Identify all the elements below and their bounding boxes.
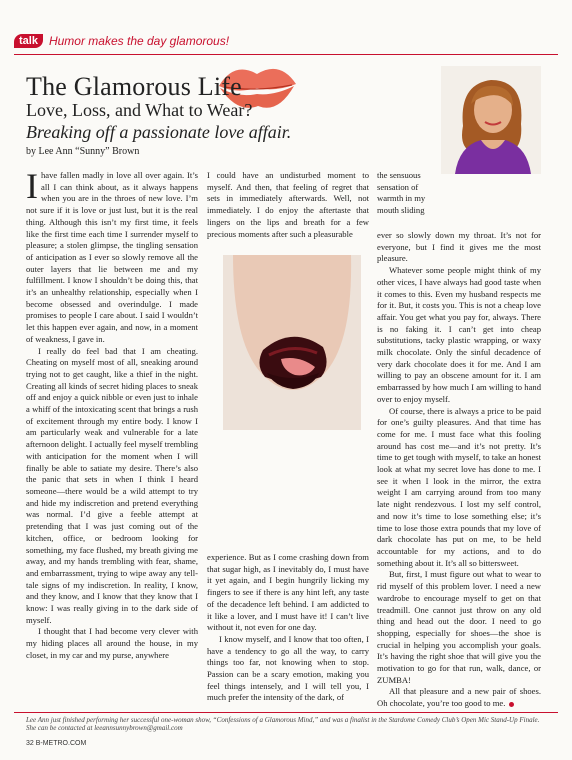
paragraph: ever so slowly down my throat. It’s not for everyone, but I find it gives me the most pleasure. xyxy=(377,230,541,264)
section-header xyxy=(14,34,229,48)
column-2-bottom xyxy=(207,552,369,704)
paragraph: I thought that I had become very clever with my hiding places all around the house, in my closet, in my car and my purse, anywhere xyxy=(26,626,198,660)
section-tagline: Humor makes the day glamorous! xyxy=(48,34,230,48)
article-deck: Breaking off a passionate love affair. xyxy=(26,122,292,142)
paragraph: the sensuous sensation of warmth in my mouth sliding xyxy=(377,170,426,216)
column-1 xyxy=(26,166,198,708)
article-title: The Glamorous Life xyxy=(26,72,242,101)
drop-cap: I xyxy=(26,166,38,206)
paragraph: All that pleasure and a new pair of shoes. Oh chocolate, you’re too good to me. xyxy=(377,686,541,709)
author-footnote: Lee Ann just finished performing her successful one-woman show, “Confessions of a Glamorous Mind,” and was a finalist in the Stardome Comedy Club’s Open Mic Stand-Up Finale. She can be contacted at leeannsunnybrown@gmail.com xyxy=(26,716,540,732)
column-2-top xyxy=(207,170,369,240)
paragraph: I know myself, and I know that too often, I have a tendency to go all the way, to carry things too far, not knowing when to stop. Passion can be a scary emotion, making you feel things intensely, and I will tell you, I much prefer the intensity of the dark, of xyxy=(207,633,369,703)
page-folio: 32 B-METRO.COM xyxy=(26,740,87,747)
paragraph: Of course, there is always a price to be paid for one’s guilty pleasures. And that time has come for me. I must face what this fooling around has cost me—and it’s not pretty. It’s time to get tough with myself, to take an honest look at what my secret love has done to me. I see it when I look in the mirror, the extra weight I am carrying around from too many late night rendezvous. I lost my self control, and now it’s time to lose something else; it’s time to lose those extra pounds that my love of dark chocolate has put on me, to be held accountable for my actions, and to do something about it. It’s all so bittersweet. xyxy=(377,405,541,568)
paragraph: Whatever some people might think of my other vices, I have always had good taste when it comes to this. Even my husband respects me for it. But, it costs you. This is not a cheap love affair. You get what you pay for, always. There is no faking it. I can’t get into cheap substitutions, tacky plastic wrapping, or waxy milk chocolate. Only the sinful decadence of very dark chocolate does it for me. And I am willing to pay an obscene amount for it. I am embarrassed by how much I am willing to hand over to enjoy myself. xyxy=(377,265,541,404)
column-3 xyxy=(377,230,541,710)
author-photo xyxy=(441,66,541,174)
paragraph: But, first, I must figure out what to wear to rid myself of this problem lover. I need a new wardrobe to encourage myself to get on that treadmill. One cannot just throw on any old thing and head out the door. I need to go shopping, especially for shoes—the shoe is crucial in helping you accomplish your goals. It’s having the right shoe that will give you the motivation to go for that run, walk, dance, or ZUMBA! xyxy=(377,569,541,685)
lips-photo xyxy=(223,255,361,430)
footer-rule xyxy=(14,712,558,713)
paragraph: have fallen madly in love all over again. It’s all I can think about, as it always happens when you are in the throes of new love. I’m not sure if it is love or just lust, but it is the real thing. Although this isn’t my first time, it feels like the first time each time I surrender myself to pleasure; a stolen glimpse, the tingling sensation of anticipation as I ever so slowly remove all the outer layers that lie between me and my fulfillment. I know I shouldn’t be doing this, that it’s an unhealthy relationship, especially when I become obsessed and overindulge. I made promises to people I care about. I said I wouldn’t let this happen ever again, and now, in a moment of weakness, I gave in. xyxy=(26,170,198,344)
byline: by Lee Ann “Sunny” Brown xyxy=(26,146,140,157)
paragraph: experience. But as I come crashing down from that sugar high, as I inevitably do, I must have it yet again, and I begin hungrily licking my fingers to see if there is any hint left, any taste of the decadence left behind. I am addicted to it like a lover, and I must have it! I can’t live without it, not even for one day. xyxy=(207,552,369,633)
paragraph: I really do feel bad that I am cheating. Cheating on myself most of all, sneaking around trying not to get caught, like a thief in the night. Creating all kinds of secret hiding places to sneak off and enjoy a quick nibble or even just to inhale a whiff of the intoxicating scent that brings a rush of excitement through my entire body. I know I am particularly weak and vulnerable for a late afternoon delight. I actually feel myself trembling with anticipation for the moment when I will finally be able to satiate my desire. There’s also the panic that sets in when I think I heard someone—there would be a wild attempt to try and hide my indiscretion and pretend everything was normal. I’d give a feeble attempt at pretending that I was just coming out of the kitchen, office, or bedroom looking for something, my face flushed, my breath giving me away, and my hands trembling with fear, shame, and embarrassment, trying to wipe away any tell-tale signs of my indiscretion. In reality, I know, and they know, and I know that they know that I know: I was really giving in to the dark side of myself. xyxy=(26,345,198,625)
paragraph: I could have an undisturbed moment to myself. And then, that feeling of regret that sets in immediately afterwards. Well, not immediately. I do enjoy the aftertaste that lingers on the lips and breath for a few precious moments after such a pleasurable xyxy=(207,170,369,239)
article-subtitle: Love, Loss, and What to Wear? xyxy=(26,100,253,120)
end-mark-icon xyxy=(509,702,514,707)
talk-badge: talk xyxy=(14,34,43,48)
header-rule xyxy=(14,54,558,55)
column-3-wrap xyxy=(377,170,437,217)
